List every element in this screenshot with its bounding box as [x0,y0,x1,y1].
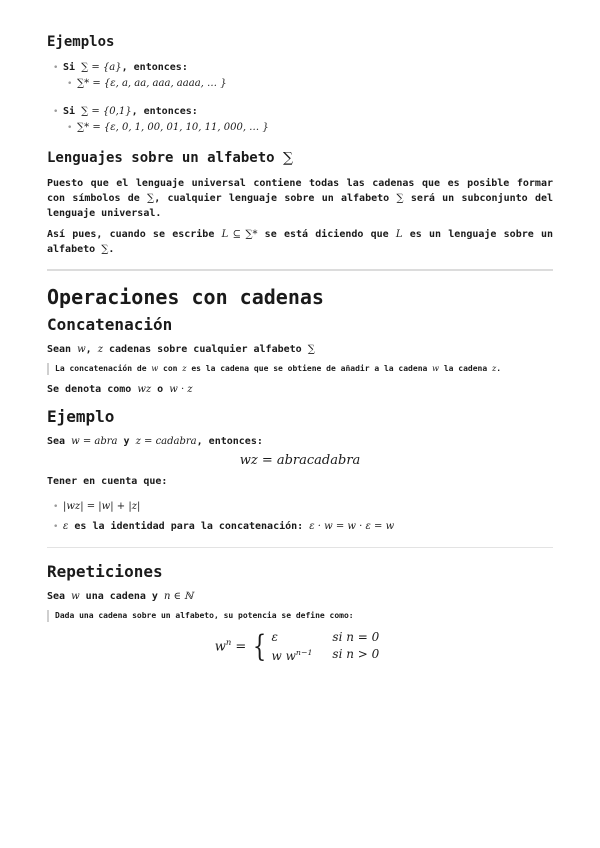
text: , entonces: [196,436,263,447]
text: . [496,364,502,373]
math-symbol: ∑ [147,193,155,204]
text: con [158,364,183,373]
text: Sean [47,344,78,355]
math-expression: ∑* = {ε, a, aa, aaa, aaaa, … } [77,78,227,89]
section-divider [47,269,553,271]
lenguajes-paragraph-1 [47,176,553,221]
math-symbol: w [77,344,86,355]
lenguajes-paragraph-2 [47,227,553,257]
list-item [47,499,553,515]
section-divider [47,547,553,548]
repeticiones-definition: Dada una cadena sobre un alfabeto, su potencia se define como: [47,610,553,622]
concatenacion-intro [47,342,553,357]
math-expression: L ⊆ ∑* [221,229,258,240]
case-value [270,645,319,664]
repeticiones-heading: Repeticiones [47,562,163,581]
text: y [117,436,136,447]
text: Si [63,106,82,117]
concatenacion-heading: Concatenación [47,315,173,334]
text: es la identidad para la concatenación: [68,521,310,532]
ejemplos-list-2 [47,104,553,136]
math-symbol: ∑ [101,244,109,255]
math-symbol: w [71,591,80,602]
concatenacion-definition [47,363,553,375]
text: , cualquier lenguaje sobre un alfabeto [154,193,397,204]
text: una cadena y [79,591,164,602]
math-symbol: z [97,344,103,355]
list-item [47,519,553,535]
repeticiones-intro [47,589,553,604]
case-row [270,630,386,645]
math-symbol: ε [63,521,69,532]
math-expression: w w [271,649,296,663]
math-symbol: ∑ [307,344,315,355]
text: cadenas sobre cualquier alfabeto [103,344,308,355]
ejemplos-list [47,60,553,92]
case-condition: si n > 0 [332,647,380,661]
text: o [151,384,170,395]
math-expression: ∑ = {a} [81,62,122,73]
list-item [47,60,553,76]
properties-list [47,499,553,535]
text: es la cadena que se obtiene de añadir a la cadena [186,364,433,373]
text: se está diciendo que [257,229,396,240]
display-equation: wz = abracadabra [239,453,361,468]
text: La concatenación de [55,364,152,373]
text: Puesto que el lenguaje universal contiene todas las cadenas que es posible formar con símbolos de [47,178,553,204]
text: , entonces: [131,106,198,117]
text: la cadena [439,364,492,373]
denota-line [47,382,553,397]
ejemplo-heading: Ejemplo [47,407,115,426]
math-symbol: w [151,364,159,373]
case-value [270,630,319,645]
text: Si [63,62,82,73]
math-symbol: z [182,364,187,373]
power-definition [47,630,553,664]
text: , entonces: [121,62,188,73]
text: será un subconjunto del lenguaje universal. [47,193,554,219]
cases-table [270,630,386,664]
text: Sea [47,436,72,447]
math-symbol: z [491,364,497,373]
case-condition: si n = 0 [332,630,380,644]
text: es un lenguaje sobre un alfabeto [47,229,554,255]
math-symbol: ∑ [396,193,404,204]
math-expression: z = cadabra [135,436,197,447]
math-expression: w · z [169,384,193,395]
heading-text: Lenguajes sobre un alfabeto [47,150,284,166]
math-symbol: L [395,229,403,240]
text: Se denota como [47,384,138,395]
math-expression: w = abra [71,436,118,447]
operaciones-title: Operaciones con cadenas [47,285,324,309]
left-brace-icon: { [253,629,267,664]
text: Así pues, cuando se escribe [47,229,222,240]
math-symbol: ∑ [283,150,294,166]
text: . [108,244,115,255]
list-item [61,120,553,136]
math-expression: wz [137,384,152,395]
math-expression: ∑ = {0,1} [81,106,132,117]
math-expression: ε · w = w · ε = w [309,521,395,532]
text: Sea [47,591,72,602]
math-symbol: = [231,639,251,655]
math-expression: |wz| = |w| + |z| [63,501,141,512]
case-row [270,645,386,664]
ejemplo-line [47,434,553,449]
math-expression: ∑* = {ε, 0, 1, 00, 01, 10, 11, 000, … } [77,122,269,133]
math-symbol: w [214,639,226,655]
math-symbol: ε [271,630,278,644]
math-symbol: n−1 [295,648,313,657]
math-symbol: w [432,364,439,373]
lenguajes-heading [47,150,553,166]
ejemplos-heading: Ejemplos [47,34,115,50]
math-expression: n ∈ ℕ [163,591,194,602]
math-symbol: n [225,637,232,648]
list-item [61,76,553,92]
text: , [85,344,98,355]
list-item [47,104,553,120]
tener-line: Tener en cuenta que: [47,476,168,487]
